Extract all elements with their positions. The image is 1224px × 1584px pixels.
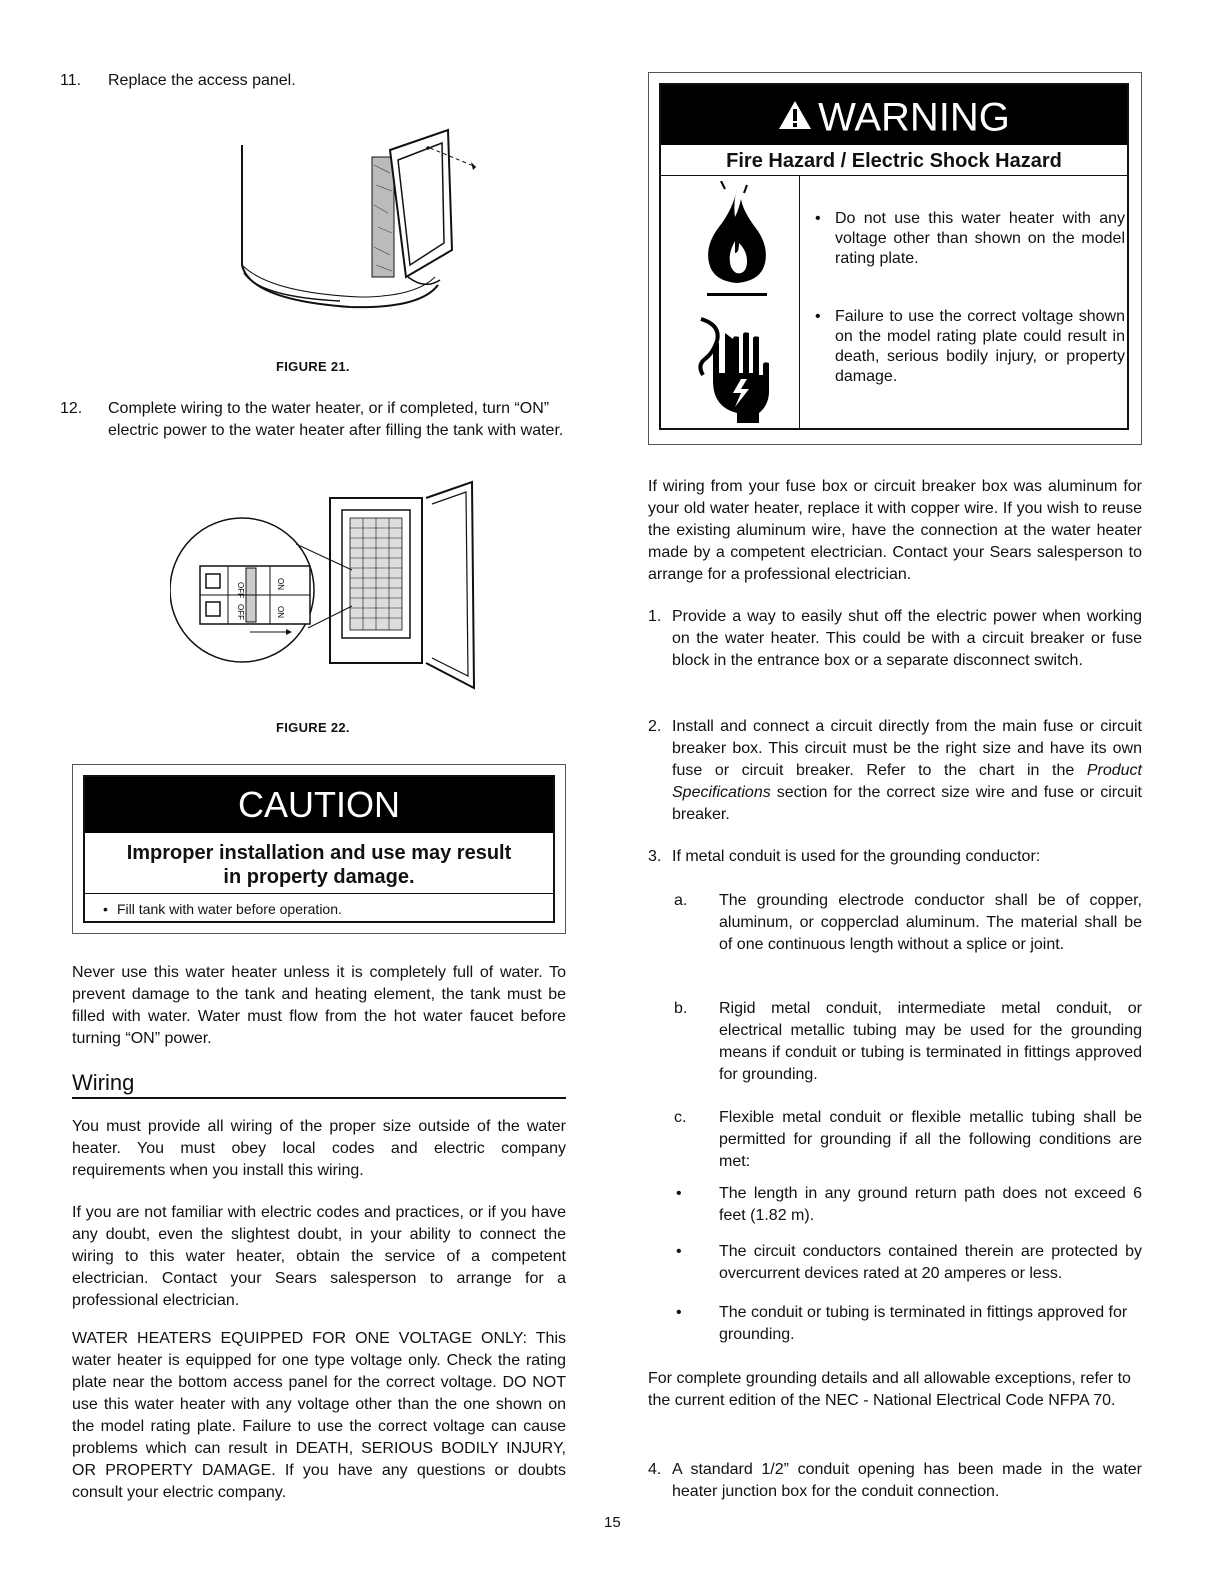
grounding-details-paragraph: For complete grounding details and all allowable exceptions, refer to the current edition of the NEC - National Electrical Code NFPA 70. (648, 1370, 1131, 1409)
caution-box (72, 764, 566, 934)
aluminum-wiring-paragraph: If wiring from your fuse box or circuit breaker box was aluminum for your old water heater, replace it with copper wire. If you wish to reuse the existing aluminum wire, have the connection at the water heater made by a competent electrician. Contact your Sears salesperson to arrange for a professional electrician. (648, 478, 1142, 583)
bullet-dot: • (676, 1185, 682, 1202)
list-text: If metal conduit is used for the grounding conductor: (672, 848, 1041, 865)
list-number: 4. (648, 1461, 662, 1478)
sub-label: b. (674, 1000, 688, 1017)
electric-shock-hazard-icon (697, 313, 777, 423)
page-number: 15 (604, 1514, 621, 1531)
step-text: Replace the access panel. (108, 72, 296, 89)
caution-subtitle-line-2: in property damage. (223, 866, 415, 888)
figure-22-caption: FIGURE 22. (276, 720, 350, 735)
list-text-b: section for the correct size wire and fuse or circuit breaker. (672, 784, 1142, 823)
warning-bullet-1-text: Do not use this water heater with any voltage other than shown on the model rating plate. (835, 210, 1125, 267)
caution-bullet-text: Fill tank with water before operation. (117, 901, 342, 917)
sub-text: Flexible metal conduit or flexible metallic tubing shall be permitted for grounding if all the following conditions are met: (719, 1109, 1142, 1170)
wiring-heading-rule (72, 1097, 566, 1099)
sub-item-c (674, 1107, 1142, 1173)
condition-text: The length in any ground return path does not exceed 6 feet (1.82 m). (719, 1185, 1142, 1224)
warning-inner-frame (659, 83, 1129, 430)
warning-divider (661, 175, 1127, 176)
list-number: 2. (648, 718, 662, 735)
list-item-3 (648, 846, 1142, 868)
sub-text: Rigid metal conduit, intermediate metal conduit, or electrical metallic tubing may be used for the grounding means if conduit or tubing is terminated in fittings approved for grounding. (719, 1000, 1142, 1083)
step-number: 12. (60, 400, 83, 417)
wiring-paragraph-3: WATER HEATERS EQUIPPED FOR ONE VOLTAGE ONLY: This water heater is equipped for one type voltage only. Check the rating plate near the bottom access panel for the correct voltage. DO NOT use this water heater with any voltage other than the one shown on the model rating plate. Failure to use the correct voltage can cause problems which can result in DEATH, SERIOUS BODILY INJURY, OR PROPERTY DAMAGE. If you have any questions or doubts consult your electric company. (72, 1330, 566, 1501)
condition-text: The conduit or tubing is terminated in fittings approved for grounding. (719, 1304, 1128, 1343)
warning-bullet-2-text: Failure to use the correct voltage shown on the model rating plate could result in death, serious bodily injury, or property damage. (835, 308, 1125, 385)
warning-icon-column-divider (799, 176, 800, 428)
bullet-dot: • (815, 210, 821, 227)
bullet-dot: • (815, 308, 821, 325)
caution-title: CAUTION (85, 777, 553, 833)
warning-subtitle: Fire Hazard / Electric Shock Hazard (726, 150, 1062, 172)
warning-triangle-icon (778, 87, 812, 147)
caution-bullet (103, 899, 342, 919)
fire-hazard-icon (697, 181, 777, 301)
sub-item-b (674, 998, 1142, 1086)
on-label: ON (276, 578, 285, 590)
sub-label: a. (674, 892, 688, 909)
on-label-2: ON (276, 606, 285, 618)
warning-banner (661, 85, 1127, 145)
condition-bullet-2 (674, 1241, 1142, 1285)
sub-item-a (674, 890, 1142, 978)
condition-bullet-3 (674, 1302, 1142, 1346)
list-text: Provide a way to easily shut off the electric power when working on the water heater. This could be with a circuit breaker or fuse block in the entrance box or a separate disconnect switch. (672, 608, 1142, 669)
caution-subtitle-line-1: Improper installation and use may result (126, 842, 512, 864)
list-text: A standard 1/2” conduit opening has been made in the water heater junction box for the conduit connection. (672, 1461, 1142, 1500)
warning-bullet-2 (815, 307, 1125, 387)
condition-bullet-1 (674, 1183, 1142, 1227)
never-use-paragraph: Never use this water heater unless it is completely full of water. To prevent damage to the tank and heating element, the tank must be filled with water. Water must flow from the hot water faucet before turning “ON” power. (72, 964, 566, 1047)
off-label: OFF (236, 582, 245, 598)
sub-label: c. (674, 1109, 687, 1126)
caution-divider (85, 893, 553, 894)
caution-inner-frame (83, 775, 555, 923)
off-label-2: OFF (236, 604, 245, 620)
list-item-4 (648, 1459, 1142, 1503)
step-number: 11. (60, 72, 82, 89)
condition-text: The circuit conductors contained therein are protected by overcurrent devices rated at 20 amperes or less. (719, 1243, 1142, 1282)
step-text: Complete wiring to the water heater, or if completed, turn “ON” electric power to the water heater after filling the tank with water. (108, 400, 564, 439)
list-item-1 (648, 606, 1142, 694)
warning-box (648, 72, 1142, 445)
warning-title: WARNING (818, 95, 1010, 140)
wiring-paragraph-2: If you are not familiar with electric codes and practices, or if you have any doubt, even the slightest doubt, in your ability to connect the wiring to this water heater, obtain the service of a competent electrician. Contact your Sears salesperson to arrange for a professional electrician. (72, 1204, 566, 1309)
list-number: 3. (648, 848, 662, 865)
wiring-paragraph-1: You must provide all wiring of the proper size outside of the water heater. You must obey local codes and electric company requirements when you install this wiring. (72, 1118, 566, 1179)
list-item-2 (648, 716, 1142, 826)
bullet-dot: • (103, 901, 108, 917)
list-text (672, 716, 1142, 826)
sub-text: The grounding electrode conductor shall be of copper, aluminum, or copperclad aluminum. The material shall be of one continuous length without a splice or joint. (719, 892, 1142, 953)
wiring-heading: Wiring (72, 1070, 135, 1095)
list-number: 1. (648, 608, 662, 625)
figure-22-breaker-panel-illustration (170, 478, 490, 698)
product-specifications-reference: Product Specifications (672, 762, 1142, 801)
figure-21-caption: FIGURE 21. (276, 359, 350, 374)
list-text-a: Install and connect a circuit directly from the main fuse or circuit breaker box. This circuit must be the right size and have its own fuse or circuit breaker. Refer to the chart in the (672, 718, 1142, 779)
warning-bullet-1 (815, 209, 1125, 269)
step-12 (60, 398, 566, 464)
bullet-dot: • (676, 1304, 682, 1321)
bullet-dot: • (676, 1243, 682, 1260)
figure-21-access-panel-illustration (230, 115, 490, 325)
